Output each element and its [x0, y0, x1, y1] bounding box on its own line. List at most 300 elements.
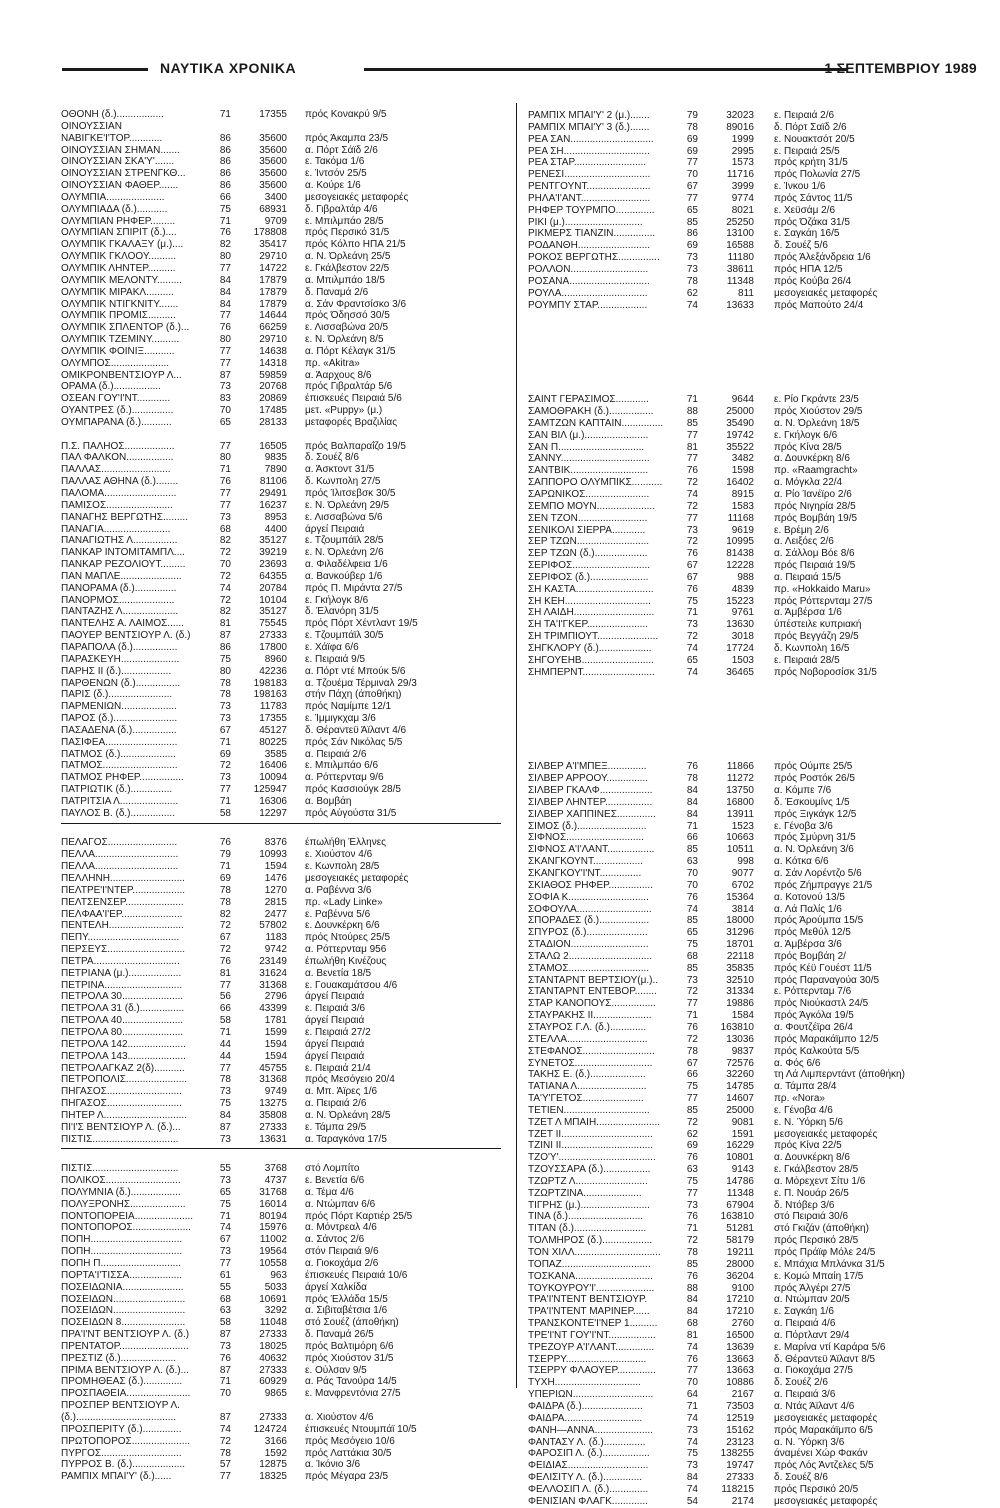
ship-row: [61, 180, 511, 192]
ship-row: [528, 1318, 973, 1330]
ship-position: μεσογειακές μεταφορές: [305, 191, 409, 203]
ship-name: ΣΕΡΙΦΟΣ (δ.).....................: [528, 571, 649, 583]
ship-position: α. Ν. Ύόρκη 3/6: [774, 1436, 845, 1448]
ship-tonnage: 1270: [264, 884, 287, 896]
ship-tonnage: 10995: [726, 536, 754, 548]
ship-tonnage: 31768: [259, 1186, 287, 1198]
ship-year: 85: [686, 1104, 698, 1116]
ship-row: [528, 453, 973, 465]
ship-tonnage: 32510: [726, 974, 754, 986]
ship-position: α. Πειραιά 2/6: [305, 1098, 367, 1110]
ship-tonnage: 45755: [259, 1062, 287, 1074]
ship-year: 87: [219, 1411, 231, 1423]
header-rule-left: [62, 68, 148, 71]
ship-row: [61, 1258, 511, 1270]
ship-name: (δ.)....................................: [61, 1411, 177, 1423]
ship-position: α. Μόντρεαλ 4/6: [305, 1222, 377, 1234]
issue-date: 1 ΣΕΠΤΕΜΒΡΙΟΥ 1989: [824, 60, 977, 76]
ship-row: [528, 631, 973, 643]
ship-position: α. Πόρτ Σάϊδ 2/6: [305, 144, 378, 156]
ship-tonnage: 17355: [259, 109, 287, 120]
ship-row: [61, 1376, 511, 1388]
ship-tonnage: 81438: [726, 548, 754, 560]
ship-position: ε. Λισσαβώνα 5/6: [305, 511, 383, 523]
ship-section: [528, 110, 973, 311]
ship-year: 73: [219, 1175, 231, 1187]
ship-row: [528, 264, 973, 276]
ship-name: ΠΑΤΜΟΣ (δ.)....................: [61, 748, 176, 760]
ship-position: δ. Γιβραλτάρ 4/6: [305, 203, 378, 215]
ship-position: α. Ρόττερνταμ 9/6: [305, 772, 384, 784]
ship-row: [528, 513, 973, 525]
ship-name: ΣΠΥΡΟΣ (δ.)......................: [528, 927, 648, 939]
ship-year: 79: [219, 849, 231, 861]
ship-name: ΠΟΠΗ.................................: [61, 1246, 183, 1258]
ship-row: [528, 1496, 973, 1508]
ship-year: 66: [219, 191, 231, 203]
ship-row: [61, 772, 511, 784]
ship-name: ΠΡΟΣΠΑΘΕΙΑ.......................: [61, 1388, 191, 1400]
ship-tonnage: 31334: [726, 986, 754, 998]
ship-position: πρός Ξιγκάγκ 12/5: [774, 808, 857, 820]
ship-position: πρός Περσικό 31/5: [305, 227, 390, 239]
ship-year: 67: [686, 181, 698, 193]
section-gap: [528, 738, 973, 750]
ship-section: [61, 109, 511, 429]
ship-name: ΡΕΝΕΣΙ...............................: [528, 169, 651, 181]
ship-name: ΣΗΜΠΕΡΝΤ..........................: [528, 666, 655, 678]
ship-position: ε. Πειραιά 25/5: [774, 145, 840, 157]
ship-position: πρός ΗΠΑ 12/5: [774, 263, 843, 275]
ship-year: 67: [686, 560, 698, 572]
ship-year: 73: [686, 1460, 698, 1472]
ship-name: ΠΟΝΤΟΠΟΡΟΣ.....................: [61, 1222, 191, 1234]
ship-tonnage: 9837: [731, 1045, 754, 1057]
ship-name: ΣΙΦΝΟΣ............................: [528, 832, 644, 844]
ship-name: ΠΕΛΦΑΑ'Ι'ΕΡ......................: [61, 908, 183, 920]
ship-position: πρός Περσικό 28/5: [774, 1235, 859, 1247]
ship-tonnage: 17485: [259, 405, 287, 417]
ship-name: ΠΟΝΤΟΠΟΡΕΙΑ.....................: [61, 1210, 194, 1222]
ship-name: ΡΕΝΤΓΟΥΝΤ.......................: [528, 181, 651, 193]
ship-tonnage: 4400: [264, 523, 287, 535]
ship-tonnage: 35127: [259, 535, 287, 547]
ship-name: ΣΠΟΡΑΔΕΣ (δ.)..................: [528, 915, 650, 927]
ship-year: 76: [686, 1353, 698, 1365]
ship-row: [528, 1176, 973, 1188]
ship-year: 72: [219, 944, 231, 956]
ship-tonnage: 23123: [726, 1436, 754, 1448]
ship-tonnage: 988: [737, 571, 754, 583]
ship-position: α. Κότκα 6/6: [774, 856, 829, 868]
ship-name: ΣΟΦΟΥΛΑ...........................: [528, 903, 652, 915]
ship-position: πρός Βομβάη 19/5: [774, 512, 858, 524]
ship-position: πρ. «Hokkaido Maru»: [774, 583, 871, 595]
ship-row: [61, 606, 511, 618]
ship-row: [528, 1460, 973, 1472]
ship-name: ΠΡΑ'Ι'ΝΤ ΒΕΝΤΣΙΟΥΡ Λ. (δ.): [61, 1329, 190, 1341]
ship-tonnage: 27333: [259, 1364, 287, 1376]
ship-row: [61, 796, 511, 808]
ship-row: [61, 1282, 511, 1294]
ship-name: ΦΑΙΔΡΑ (δ.)......................: [528, 1400, 643, 1412]
ship-position: ε. Μανφρεντόνια 27/5: [305, 1388, 401, 1400]
ship-position: ε. Νουακτσότ 20/5: [774, 133, 855, 145]
ship-name: ΟΙΝΟΥΣΣΙΑΝ ΣΤΡΕΝΓΚΘ...: [61, 168, 186, 180]
ship-year: 65: [686, 204, 698, 216]
ship-tonnage: 10558: [259, 1258, 287, 1269]
page-header: [62, 60, 977, 82]
ship-tonnage: 8915: [731, 489, 754, 500]
section-gap: [528, 750, 973, 762]
ship-name: ΣΑΝ Π...............................: [528, 441, 645, 453]
ship-year: 68: [686, 950, 698, 962]
ship-name: ΠΙ'Ι'Σ ΒΕΝΤΣΙΟΥΡ Λ. (δ.)...: [61, 1121, 181, 1133]
ship-position: στήν Πάχη (άποθήκη): [305, 689, 402, 701]
ship-position: ε. Σαγκάη 16/5: [774, 228, 840, 240]
ship-name: ΠΕΡΣΕΥΣ............................: [61, 944, 186, 956]
ship-name: ΥΠΕΡΙΩΝ.............................: [528, 1389, 654, 1401]
ship-tonnage: 14318: [259, 357, 287, 369]
ship-name: ΤΖΟΥΣΣΑΡΑ (δ.).................: [528, 1164, 651, 1176]
section-rule: [61, 1148, 501, 1149]
ship-position: πρός Περσικό 20/5: [774, 1483, 859, 1495]
ship-row: [61, 393, 511, 405]
ship-year: 66: [686, 1069, 698, 1081]
ship-tonnage: 64355: [259, 570, 287, 582]
ship-position: πρός Κίνα 28/5: [774, 441, 842, 453]
ship-row: [61, 666, 511, 678]
ship-tonnage: 10663: [726, 832, 754, 844]
ship-position: α. Γιοκοχάμα 27/5: [774, 1365, 853, 1377]
ship-row: [528, 643, 973, 655]
ship-year: 72: [686, 477, 698, 489]
ship-name: ΠΕΛΛΗΝΗ...........................: [61, 873, 185, 884]
ship-tonnage: 1183: [265, 932, 287, 944]
ship-position: α. Χιούστον 4/6: [305, 1411, 374, 1423]
ship-year: 77: [686, 453, 698, 465]
ship-tonnage: 35808: [259, 1109, 287, 1121]
ship-position: α. Σάλλομ Βόε 8/6: [774, 548, 855, 560]
ship-name: ΠΑΤΜΟΣ...........................: [61, 760, 178, 772]
ship-year: 85: [686, 915, 698, 927]
ship-row: [528, 430, 973, 442]
ship-tonnage: 17210: [726, 1306, 754, 1318]
ship-name: ΣΑΙΝΤ ΓΕΡΑΣΙΜΟΣ............: [528, 394, 649, 406]
ship-row: [61, 1134, 511, 1146]
ship-year: 44: [219, 1050, 231, 1062]
ship-row: [61, 991, 511, 1003]
ship-row: [528, 1306, 973, 1318]
ship-tonnage: 198183: [253, 677, 287, 689]
ship-year: 69: [219, 873, 231, 884]
ship-tonnage: 40632: [259, 1352, 287, 1364]
ship-tonnage: 11048: [259, 1317, 287, 1329]
ship-year: 68: [686, 1318, 698, 1330]
ship-tonnage: 2995: [731, 145, 754, 157]
ship-row: [528, 1211, 973, 1223]
ship-year: 87: [219, 1329, 231, 1341]
ship-name: ΠΑΝΑΓΙΑ........................: [61, 523, 171, 535]
ship-row: [528, 418, 973, 430]
ship-position: άργεί Πειραιά: [305, 1050, 365, 1062]
ship-position: α. Βανκούβερ 1/6: [305, 570, 383, 582]
ship-row: [528, 300, 973, 312]
ship-position: ε. Γουακαμάτσου 4/6: [305, 979, 398, 991]
ship-row: [61, 897, 511, 909]
ship-position: ε. Ούλσαν 9/5: [305, 1364, 367, 1376]
ship-row: [61, 968, 511, 980]
ship-year: 72: [219, 594, 231, 606]
section-gap: [528, 679, 973, 691]
ship-row: [528, 1294, 973, 1306]
ship-position: έπισκευές Ντουμπάϊ 10/5: [305, 1423, 417, 1435]
ship-row: [528, 157, 973, 169]
ship-name: ΟΛΥΜΠΙΚ ΝΤΙΓΚΝΙΤΥ.......: [61, 298, 179, 310]
ship-row: [61, 251, 511, 263]
ship-tonnage: 27333: [726, 1472, 754, 1484]
ship-name: ΠΗΓΑΣΟΣ...........................: [61, 1086, 182, 1098]
ship-row: [61, 145, 511, 157]
ship-row: [528, 619, 973, 631]
ship-row: [528, 963, 973, 975]
ship-tonnage: 36204: [726, 1270, 754, 1282]
section-gap: [528, 347, 973, 359]
ship-name: ΠΕΤΡΟΛΑΓΚΑΖ 2(δ)...........: [61, 1062, 185, 1074]
ship-row: [528, 1129, 973, 1141]
ship-row: [528, 1247, 973, 1259]
ship-position: ε. Ν. Όρλεάνη 29/5: [305, 499, 390, 511]
ship-row: [61, 1015, 511, 1027]
ship-row: [528, 832, 973, 844]
ship-year: 70: [219, 405, 231, 417]
ship-name: ΤΑ'Υ'ΓΕΤΟΣ......................: [528, 1093, 644, 1105]
ship-row: [528, 1377, 973, 1389]
ship-tonnage: 16014: [259, 1198, 287, 1210]
ship-year: 65: [219, 1186, 231, 1198]
ship-position: α. Άσκτοντ 31/5: [305, 464, 375, 476]
ship-year: 74: [686, 1436, 698, 1448]
ship-name: ΝΑΒΙΓΚΕ'Ι'ΤΟΡ............: [61, 132, 163, 144]
ship-tonnage: 57802: [259, 920, 287, 932]
ship-year: 75: [219, 1198, 231, 1210]
ship-position: μεταφορές Βραζιλίας: [305, 416, 398, 428]
ship-name: ΟΛΥΜΠΙΚ ΓΚΛΟΟΥ..........: [61, 251, 177, 263]
ship-position: έπωλήθη Κινέζους: [305, 955, 387, 967]
ship-row: [61, 559, 511, 571]
ship-row: [61, 299, 511, 311]
ship-name: ΣΕΡ ΤΖΩΝ (δ.)...................: [528, 548, 648, 560]
ship-row: [528, 489, 973, 501]
ship-name: ΦΕΛΙΣΙΤΥ Λ. (δ.)..............: [528, 1472, 643, 1484]
ship-year: 58: [219, 807, 231, 819]
ship-year: 84: [219, 274, 231, 286]
ship-tonnage: 3585: [264, 748, 287, 760]
section-gap: [528, 690, 973, 702]
ship-position: πρός Ναμίμπε 12/1: [305, 701, 392, 713]
ship-year: [211, 1400, 231, 1412]
ship-tonnage: 18000: [726, 915, 754, 927]
ship-name: ΠΡΩΤΟΠΟΡΟΣ.....................: [61, 1435, 191, 1447]
ship-position: πρός Ίλιτσεβσκ 30/5: [305, 488, 396, 499]
ship-row: [528, 584, 973, 596]
ship-row: [61, 1459, 511, 1471]
ship-year: 73: [219, 381, 231, 393]
ship-year: 67: [686, 1057, 698, 1069]
ship-tonnage: 9761: [731, 607, 754, 619]
ship-position: α. Λά Παλίς 1/6: [774, 903, 842, 915]
ship-position: πρός Βαλτιμόρη 6/6: [305, 1340, 394, 1352]
ship-year: 72: [686, 1235, 698, 1247]
ship-tonnage: 19747: [726, 1460, 754, 1472]
ship-position: α. Ν. Όρλεάνη 25/5: [305, 251, 391, 263]
ship-position: α. Μπ. Άϊρες 1/6: [305, 1086, 378, 1098]
ship-row: [61, 370, 511, 382]
ship-row: [61, 583, 511, 595]
ship-tonnage: 13663: [726, 1365, 754, 1377]
ship-name: ΠΟΠΗ Π.............................: [61, 1258, 182, 1269]
ship-year: 81: [219, 618, 231, 630]
ship-tonnage: 1503: [731, 654, 754, 666]
ship-year: 71: [686, 1400, 698, 1412]
ship-tonnage: 1583: [731, 500, 754, 512]
ship-row: [61, 1365, 511, 1377]
ship-row: [61, 678, 511, 690]
ship-tonnage: 16237: [259, 499, 287, 511]
ship-year: 66: [686, 832, 698, 844]
ship-position: άργεί Χαλκίδα: [305, 1281, 367, 1293]
ship-year: 77: [219, 1062, 231, 1074]
ship-row: [528, 986, 973, 998]
ship-year: 74: [686, 642, 698, 654]
ship-row: [528, 1223, 973, 1235]
ship-year: 76: [686, 891, 698, 903]
ship-year: 74: [686, 1341, 698, 1353]
ship-year: 77: [686, 1365, 698, 1377]
ship-year: 80: [219, 452, 231, 464]
ship-name: ΠΟΣΕΙΔΩΝΙΑ......................: [61, 1281, 184, 1293]
ship-year: 73: [686, 1424, 698, 1436]
ship-position: α. Κόμπε 7/6: [774, 785, 832, 797]
ship-name: ΠΑΥΛΟΣ Β. (δ.)................: [61, 807, 175, 819]
ship-name: ΠΕΤΡΟΛΑ 143.....................: [61, 1050, 186, 1062]
ship-name: ΠΑΛΛΑΣ.........................: [61, 464, 171, 476]
ship-row: [528, 477, 973, 489]
ship-name: ΠΑΡΙΣ (δ.).......................: [61, 689, 173, 701]
ship-name: ΤΟΥΚΟΥΡΟΥ'Ι'.....................: [528, 1282, 655, 1294]
ship-name: ΠΟΛΥΞΡΟΝΗΣ....................: [61, 1198, 186, 1210]
ship-row: [61, 287, 511, 299]
ship-position: μεσογειακές μεταφορές: [774, 287, 878, 299]
ship-tonnage: [231, 121, 287, 133]
ship-tonnage: 811: [738, 287, 754, 299]
ship-tonnage: 67904: [726, 1199, 754, 1211]
ship-position: δ. Έσκουμίνς 1/5: [774, 796, 850, 808]
ship-name: ΡΑΜΠΙΧ ΜΠΑΙ'Υ' (δ.)......: [61, 1471, 172, 1483]
ship-position: πρός Μεθύλ 12/5: [774, 927, 851, 939]
ship-position: α. Μόγκλα 22/4: [774, 477, 843, 489]
ship-position: α. Βενετία 18/5: [305, 967, 372, 979]
ship-name: ΠΟΛΥΜΝΙΑ (δ.)..................: [61, 1186, 181, 1198]
ship-tonnage: 81106: [259, 476, 287, 488]
ship-tonnage: 9081: [731, 1116, 754, 1128]
ship-position: πρός Ντούρες 25/5: [305, 932, 391, 944]
ship-name: ΤΙΤΑΝ (δ.)..........................: [528, 1223, 647, 1235]
ship-year: 74: [686, 1412, 698, 1424]
ship-row: [61, 381, 511, 393]
ship-position: ε. Χεϋσάμ 2/6: [774, 204, 836, 216]
right-column: [528, 110, 973, 1508]
ship-tonnage: 36465: [726, 666, 754, 678]
ship-tonnage: 23149: [259, 955, 287, 967]
header-rule-right: [364, 68, 847, 71]
ship-position: ε. Ίμμιγκχαμ 3/6: [305, 713, 376, 725]
ship-name: ΤΟΠΑΖ................................: [528, 1258, 651, 1270]
section-gap: [528, 323, 973, 335]
ship-year: 80: [219, 251, 231, 263]
ship-year: 55: [219, 1281, 231, 1293]
ship-year: 77: [219, 979, 231, 991]
ship-year: 77: [219, 784, 231, 796]
ship-year: 68: [219, 1293, 231, 1305]
ship-name: ΠΕΤΡΙΝΑ............................: [61, 979, 183, 991]
ship-name: ΤΡΑ'Ι'ΝΤΕΝΤ ΜΑΡΙΝΕΡ......: [528, 1306, 650, 1318]
ship-tonnage: 29710: [259, 251, 287, 263]
ship-position: ε. Πειραιά 28/5: [774, 654, 840, 666]
ship-name: ΣΙΛΒΕΡ ΑΡΡΟΟΥ...............: [528, 773, 649, 785]
ship-tonnage: 14644: [259, 310, 287, 322]
ship-tonnage: 16505: [259, 440, 287, 452]
ship-name: ΟΙΝΟΥΣΣΙΑΝ ΦΑΘΕΡ.......: [61, 180, 179, 192]
ship-tonnage: 3018: [731, 631, 754, 643]
ship-year: 77: [219, 357, 231, 369]
ship-row: [61, 689, 511, 701]
ship-row: [61, 980, 511, 992]
ship-position: πρός Κούβα 26/4: [774, 275, 852, 287]
ship-position: α. Σάν Φραντσίσκο 3/6: [305, 298, 407, 310]
ship-tonnage: 3400: [264, 191, 287, 203]
ship-name: ΣΕΡΙΦΟΣ............................: [528, 560, 651, 572]
ship-name: ΣΤΑΛΩ 2..............................: [528, 950, 653, 962]
ship-position: α. Πειραιά 3/6: [774, 1389, 836, 1401]
ship-tonnage: 59859: [259, 369, 287, 381]
ship-year: 62: [686, 1128, 698, 1140]
ship-position: πρός Άγκόλα 19/5: [774, 1010, 854, 1022]
ship-row: [528, 1330, 973, 1342]
ship-year: 62: [686, 287, 698, 299]
ship-name: ΠΡΙΜΑ ΒΕΝΤΣΙΟΥΡ Λ. (δ.)...: [61, 1364, 189, 1376]
ship-position: πρός Μεσόγειο 20/4: [305, 1074, 395, 1086]
ship-position: πρός Άκαμπα 23/5: [305, 132, 389, 144]
ship-year: 82: [219, 535, 231, 547]
ship-tonnage: 39219: [259, 547, 287, 559]
ship-name: ΟΛΥΜΠΙΑΝ ΡΗΦΕΡ.........: [61, 215, 176, 227]
ship-row: [61, 1039, 511, 1051]
ship-year: 67: [219, 1234, 231, 1246]
ship-position: πρός Βεγγάζη 29/5: [774, 631, 859, 643]
ship-year: 78: [219, 896, 231, 908]
ship-year: [211, 121, 231, 133]
ship-row: [61, 808, 511, 820]
ship-position: έπισκευές Πειραιά 10/6: [305, 1269, 408, 1281]
ship-tonnage: 35417: [259, 239, 287, 251]
ship-year: 74: [686, 666, 698, 678]
ship-row: [528, 1472, 973, 1484]
section-gap: [61, 826, 511, 838]
ship-year: 78: [686, 121, 698, 133]
ship-name: ΤΖΟ'Υ'...................................: [528, 1152, 656, 1164]
ship-tonnage: 25000: [726, 406, 754, 418]
